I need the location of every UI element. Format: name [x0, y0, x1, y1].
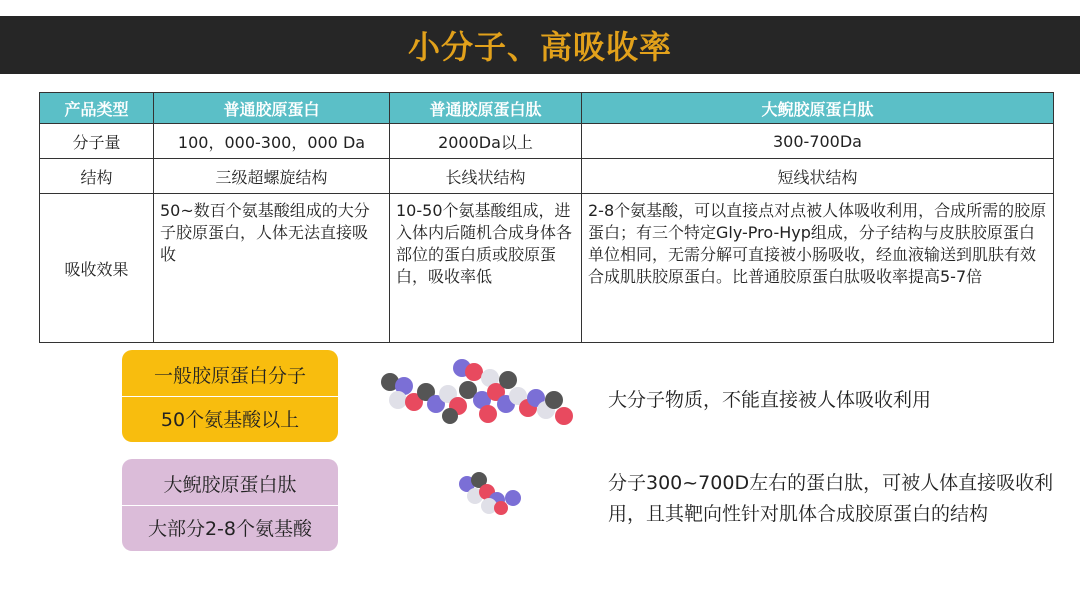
table-cell: 长线状结构	[390, 159, 582, 194]
pill-line1: 一般胶原蛋白分子	[153, 364, 306, 387]
page-title: 小分子、高吸收率	[407, 28, 672, 66]
pill-line2: 大部分2-8个氨基酸	[147, 517, 313, 540]
table-cell: 300-700Da	[582, 124, 1054, 159]
small-peptide-description: 分子300~700D左右的蛋白肽，可被人体直接吸收利用，且其靶向性针对肌体合成胶原蛋白的结构	[608, 472, 1054, 525]
title-bar	[0, 16, 1080, 74]
small-peptide-illustration	[455, 472, 525, 516]
table-cell: 短线状结构	[582, 159, 1054, 194]
pill-divider	[122, 396, 338, 397]
table-header-row	[40, 93, 1054, 124]
molecule-chain-icon	[381, 359, 573, 425]
table-cell: 10-50个氨基酸组成，进入体内后随机合成身体各部位的蛋白质或胶原蛋白，吸收率低	[390, 194, 582, 343]
table-cell: 100，000-300，000 Da	[154, 124, 390, 159]
row-label: 吸收效果	[40, 194, 154, 343]
table-row	[40, 124, 1054, 159]
large-molecule-illustration	[378, 356, 580, 430]
large-molecule-description: 大分子物质，不能直接被人体吸收利用	[608, 389, 932, 411]
table-cell: 50~数百个氨基酸组成的大分子胶原蛋白，人体无法直接吸收	[154, 194, 390, 343]
small-peptide-label	[122, 459, 338, 551]
header-cell: 普通胶原蛋白肽	[390, 93, 582, 124]
table-cell: 2-8个氨基酸，可以直接点对点被人体吸收利用，合成所需的胶原蛋白；有三个特定Gly-Pro-Hyp组成，分子结构与皮肤胶原蛋白单位相同，无需分解可直接被小肠吸收，经血液输送到肌肤有效合成肌肤胶原蛋白。比普通胶原蛋白肽吸收率提高5-7倍	[582, 194, 1054, 343]
peptide-chain-icon	[459, 472, 521, 515]
comparison-table	[39, 92, 1054, 343]
table-row	[40, 194, 1054, 343]
pill-line1: 大鲵胶原蛋白肽	[163, 473, 297, 496]
pill-line2: 50个氨基酸以上	[160, 408, 300, 431]
pill-divider	[122, 505, 338, 506]
row-label: 分子量	[40, 124, 154, 159]
header-cell: 大鲵胶原蛋白肽	[582, 93, 1054, 124]
header-cell: 普通胶原蛋白	[154, 93, 390, 124]
header-cell: 产品类型	[40, 93, 154, 124]
table-cell: 三级超螺旋结构	[154, 159, 390, 194]
table-row	[40, 159, 1054, 194]
table-cell: 2000Da以上	[390, 124, 582, 159]
row-label: 结构	[40, 159, 154, 194]
large-molecule-label	[122, 350, 338, 442]
